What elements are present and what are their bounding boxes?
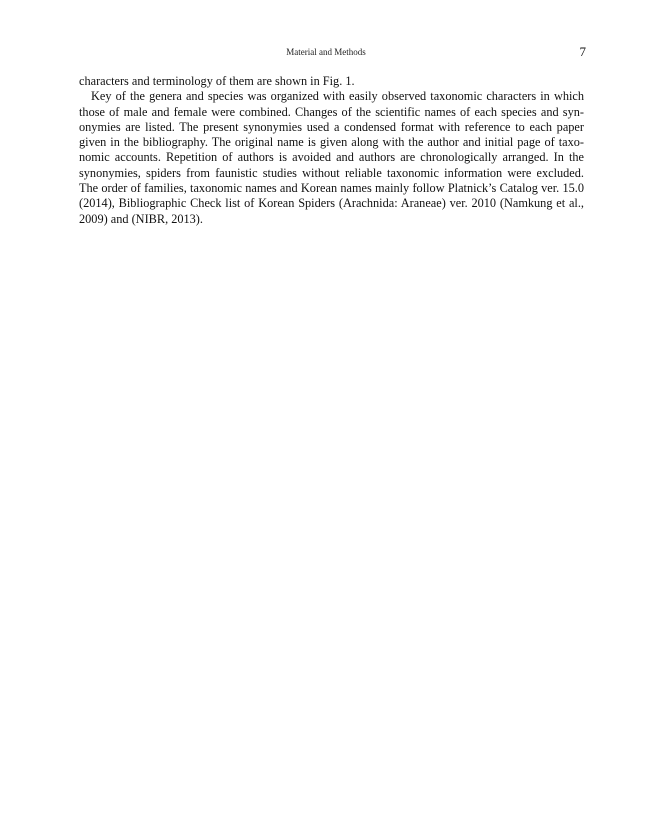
paragraph-continuation: characters and terminology of them are shown in Fig. 1.: [79, 74, 355, 88]
paragraph-methods: Key of the genera and species was organized with easily observed taxonomic characters in which those of male and female were combined. Changes of the scientific names of each species and synonymies are listed. The present synonymies used a condensed format with reference to each paper given in the bibliography. The original name is given along with the author and initial page of taxonomic accounts. Repetition of authors is avoided and authors are chronologically arranged. In the synonymies, spiders from faunistic studies without reliable taxonomic information were excluded. The order of families, taxonomic names and Korean names mainly follow Platnick’s Catalog ver. 15.0 (2014), Bibliographic Check list of Korean Spiders (Arachnida: Araneae) ver. 2010 (Namkung et al., 2009) and (NIBR, 2013).: [79, 89, 584, 226]
body-text: [79, 74, 584, 227]
running-title: Material and Methods: [286, 47, 366, 57]
running-header: [0, 44, 652, 60]
page-number: 7: [579, 44, 586, 59]
